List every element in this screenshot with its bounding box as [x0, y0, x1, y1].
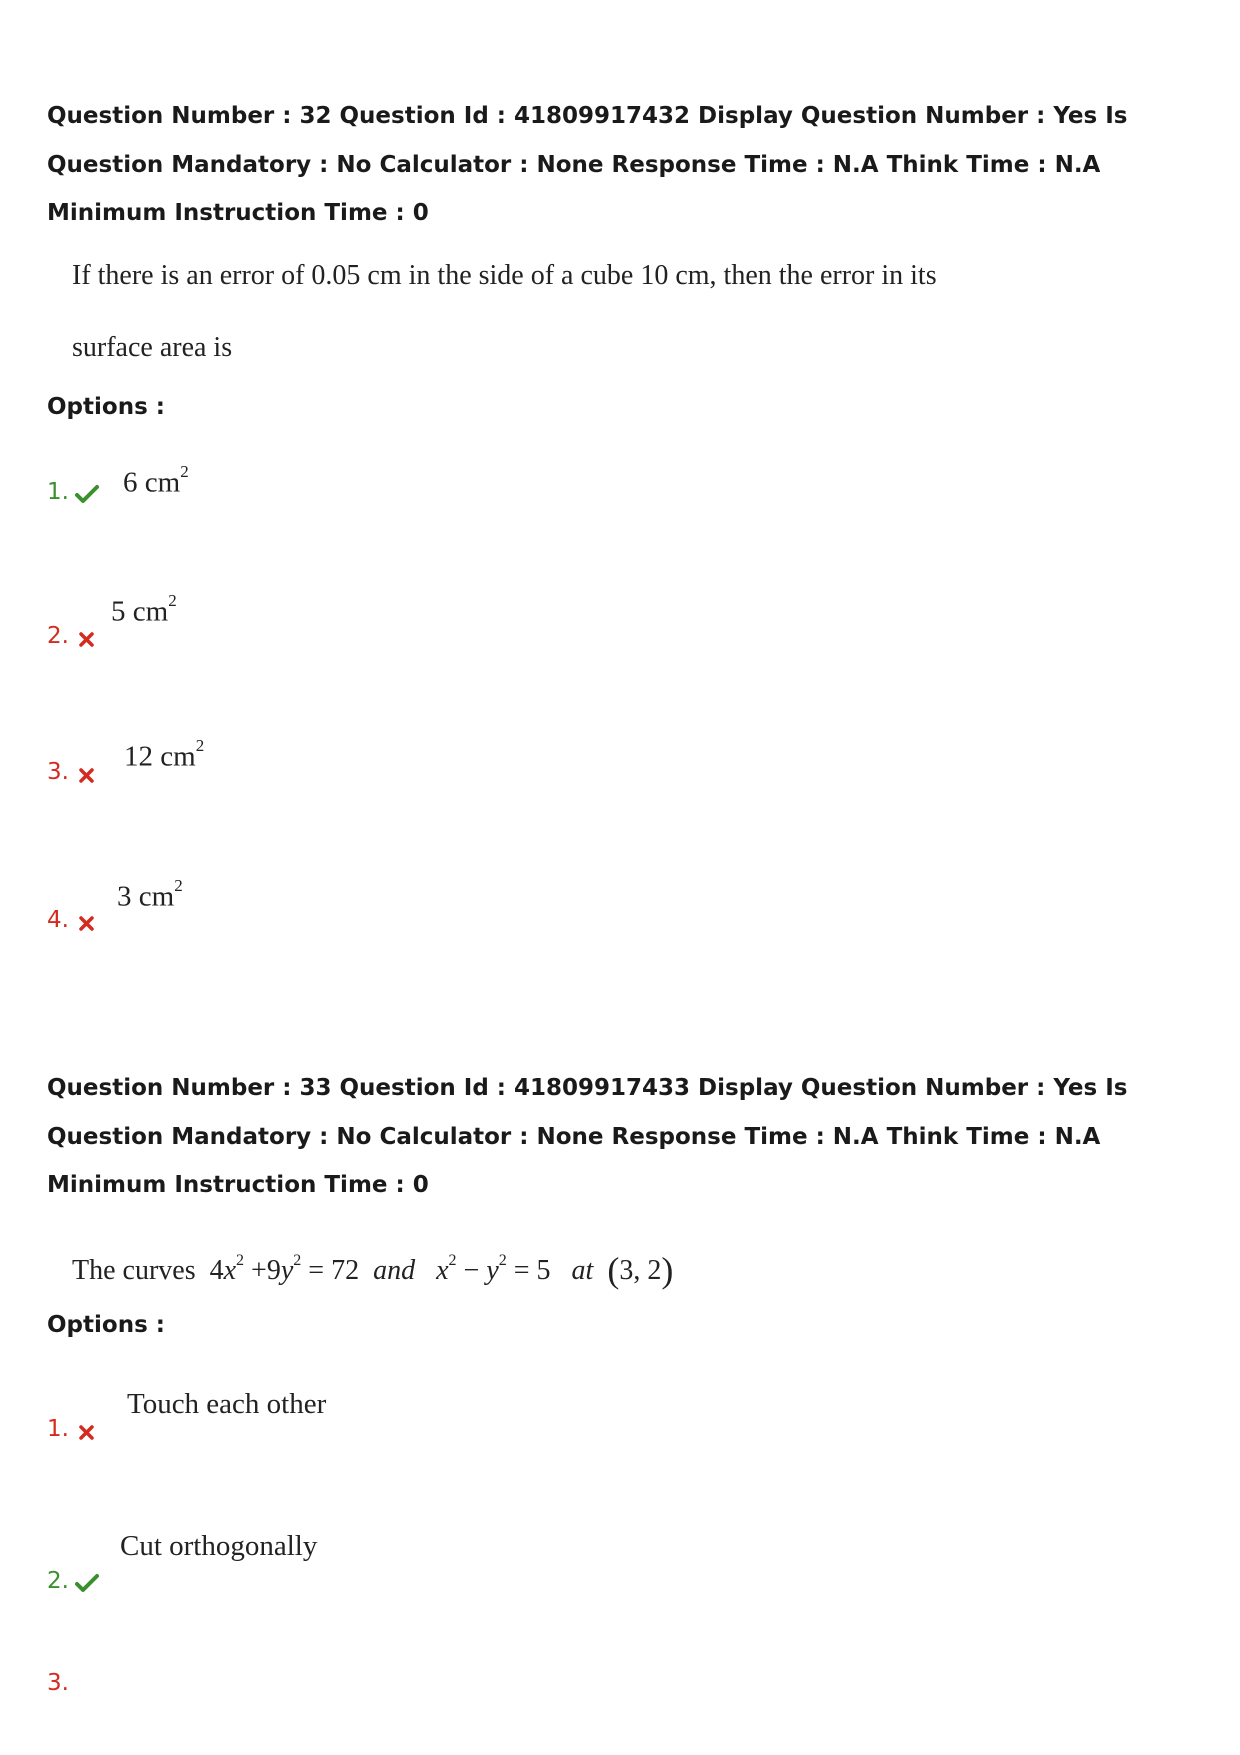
option-answer[interactable]: 3 $cm^2$ — [117, 876, 183, 913]
option-answer[interactable]: 12 $cm^2$ — [124, 736, 205, 773]
option-number: 1. — [47, 1416, 69, 1442]
cross-icon — [79, 768, 94, 783]
check-icon — [75, 484, 99, 504]
option-answer[interactable]: Touch each other — [127, 1388, 327, 1420]
option-number: 2. — [47, 1568, 69, 1594]
option-answer[interactable]: 6 $cm^2$ — [123, 462, 189, 499]
options-label: Options : — [47, 394, 165, 420]
question-text-line: If there is an error of 0.05 cm in the side of a cube 10 cm, then the error in its — [72, 260, 937, 291]
option-answer[interactable]: Cut orthogonally — [120, 1530, 318, 1562]
options-label: Options : — [47, 1312, 165, 1338]
option-number: 1. — [47, 479, 69, 505]
cross-icon — [79, 1425, 94, 1440]
cross-icon — [79, 916, 94, 931]
option-number: 4. — [47, 907, 69, 933]
option-number: 3. — [47, 1670, 69, 1696]
question-header: Question Number : 32 Question Id : 41809917432 Display Question Number : Yes Is Question Mandatory : No Calculator : None Response Time : N.A Think Time : N.A Minimum Instruction Time : 0 — [47, 103, 1128, 226]
option-number: 3. — [47, 759, 69, 785]
option-answer[interactable]: 5 $cm^2$ — [111, 591, 177, 628]
question-header: Question Number : 33 Question Id : 41809917433 Display Question Number : Yes Is Question Mandatory : No Calculator : None Response Time : N.A Think Time : N.A Minimum Instruction Time : 0 — [47, 1075, 1128, 1198]
option-number: 2. — [47, 623, 69, 649]
cross-icon — [79, 632, 94, 647]
question-equation: The curves $4x^2 +9y^2 = 72$ and $x^2 - y^2 = 5$ at (3, 2) — [72, 1250, 674, 1290]
check-icon — [75, 1573, 99, 1593]
question-text-line: surface area is — [72, 332, 233, 363]
